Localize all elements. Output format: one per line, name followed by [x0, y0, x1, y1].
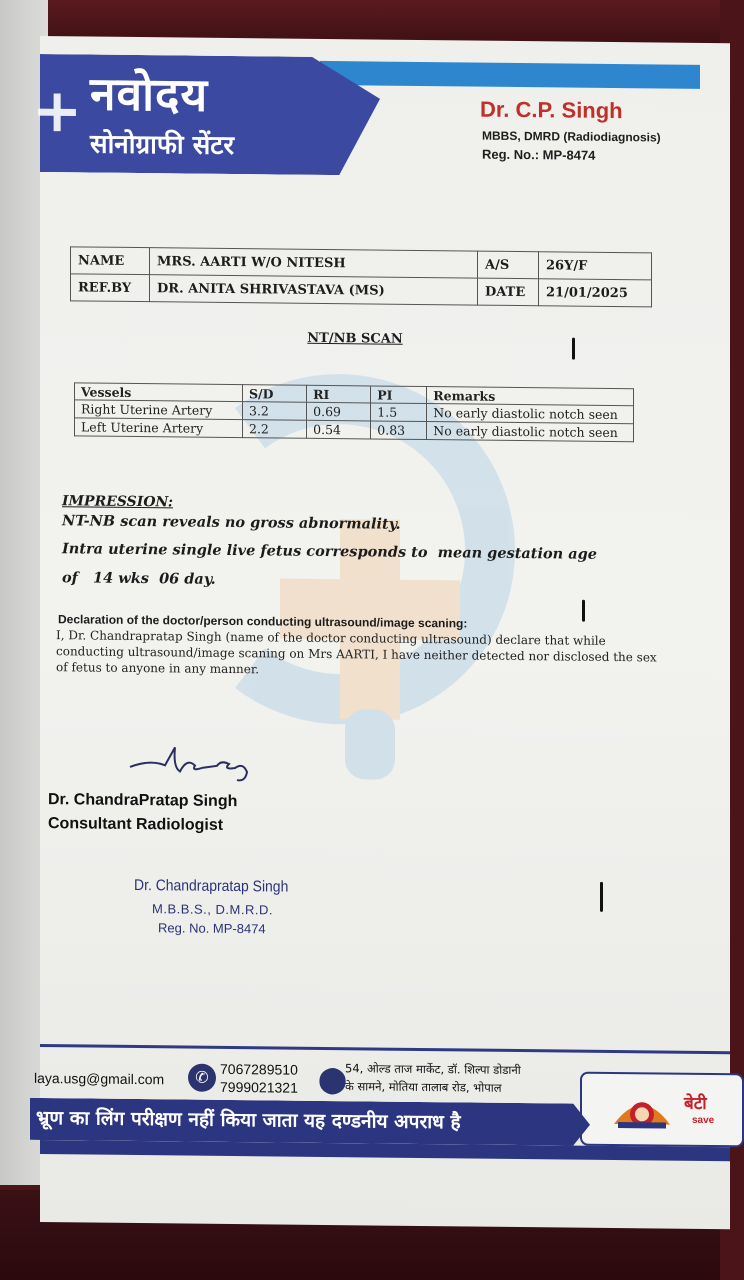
pi-cell: 0.83: [371, 421, 427, 440]
impression-line: of 14 wks 06 day.: [62, 569, 216, 588]
name-label: NAME: [71, 247, 150, 275]
ri-cell: 0.54: [307, 420, 371, 439]
stamp-qualification: M.B.B.S., D.M.R.D.: [152, 901, 273, 918]
report-page: [32, 36, 730, 1229]
clinic-email: laya.usg@gmail.com: [34, 1069, 165, 1088]
phone-numbers: [220, 1060, 298, 1097]
signatory-name: Dr. ChandraPratap Singh: [48, 791, 238, 811]
address-line: 54, ओल्ड ताज मार्केट, डॉ. शिल्पा डोडानी: [345, 1061, 521, 1078]
name-value: MRS. AARTI W/O NITESH: [150, 248, 478, 278]
phone-icon: ✆: [188, 1064, 216, 1092]
beti-save-text: save: [692, 1114, 715, 1127]
doctor-qualification: MBBS, DMRD (Radiodiagnosis): [482, 128, 661, 145]
phone-1: 7067289510: [220, 1060, 298, 1078]
ri-cell: 0.69: [307, 402, 371, 421]
doctor-name: Dr. C.P. Singh: [480, 96, 623, 124]
header-stripe: [320, 61, 700, 89]
header-remarks: Remarks: [427, 387, 634, 406]
clinic-address: [345, 1059, 521, 1097]
stamp-name: Dr. Chandrapratap Singh: [134, 876, 289, 896]
age-sex-label: A/S: [478, 251, 539, 279]
declaration-heading: Declaration of the doctor/person conducting ultrasound/image scaning:: [58, 612, 468, 631]
footer-divider: [40, 1044, 730, 1054]
vessel-cell: Left Uterine Artery: [75, 418, 243, 438]
beti-text: बेटी: [684, 1093, 707, 1114]
impression-line: Intra uterine single live fetus corresponds to mean gestation age: [62, 540, 598, 563]
beti-bachao-logo: [610, 1084, 674, 1135]
scan-title: NT/NB SCAN: [307, 330, 403, 347]
age-sex-value: 26Y/F: [539, 252, 652, 280]
remarks-cell: No early diastolic notch seen: [427, 404, 634, 424]
refby-value: DR. ANITA SHRIVASTAVA (MS): [150, 275, 478, 305]
impression-line: NT-NB scan reveals no gross abnormality.: [62, 512, 401, 533]
doctor-registration: Reg. No.: MP-8474: [482, 146, 596, 163]
header-vessels: Vessels: [75, 383, 243, 402]
date-value: 21/01/2025: [539, 279, 652, 307]
clinic-subtitle: सोनोग्राफी सेंटर: [90, 129, 235, 162]
vessels-table: [74, 382, 634, 442]
remarks-cell: No early diastolic notch seen: [427, 422, 634, 442]
table-row: [71, 274, 652, 307]
sd-cell: 2.2: [243, 420, 307, 439]
pi-cell: 1.5: [371, 403, 427, 422]
sd-cell: 3.2: [243, 402, 307, 421]
phone-2: 7999021321: [220, 1078, 298, 1096]
declaration-text: I, Dr. Chandrapratap Singh (name of the doctor conducting ultrasound) declare that while conducting ultrasound/image scaning on Mrs AARTI, I have neither detected nor disclosed the sex of fetus to anyone in any manner.: [56, 628, 657, 677]
vessel-cell: Right Uterine Artery: [75, 400, 243, 420]
pen-mark: [582, 600, 585, 622]
pen-mark: [572, 338, 575, 360]
stamp-registration: Reg. No. MP-8474: [158, 920, 266, 937]
handwritten-signature: [125, 737, 265, 788]
signatory-title: Consultant Radiologist: [48, 815, 224, 834]
impression-heading: IMPRESSION:: [62, 493, 174, 511]
plus-icon: +: [32, 75, 83, 147]
address-line: के सामने, मोतिया तालाब रोड, भोपाल: [345, 1079, 502, 1095]
pen-mark: [600, 882, 603, 912]
clinic-name: नवोदय: [90, 66, 209, 122]
date-label: DATE: [478, 278, 539, 306]
header-ri: RI: [307, 385, 371, 403]
header-sd: S/D: [243, 385, 307, 403]
location-pin-icon: ⬤: [318, 1064, 348, 1096]
header-pi: PI: [371, 386, 427, 404]
warning-banner-text: भ्रूण का लिंग परीक्षण नहीं किया जाता यह दण्डनीय अपराध है: [36, 1106, 461, 1134]
refby-label: REF.BY: [71, 274, 150, 302]
patient-info-table: [70, 246, 652, 307]
